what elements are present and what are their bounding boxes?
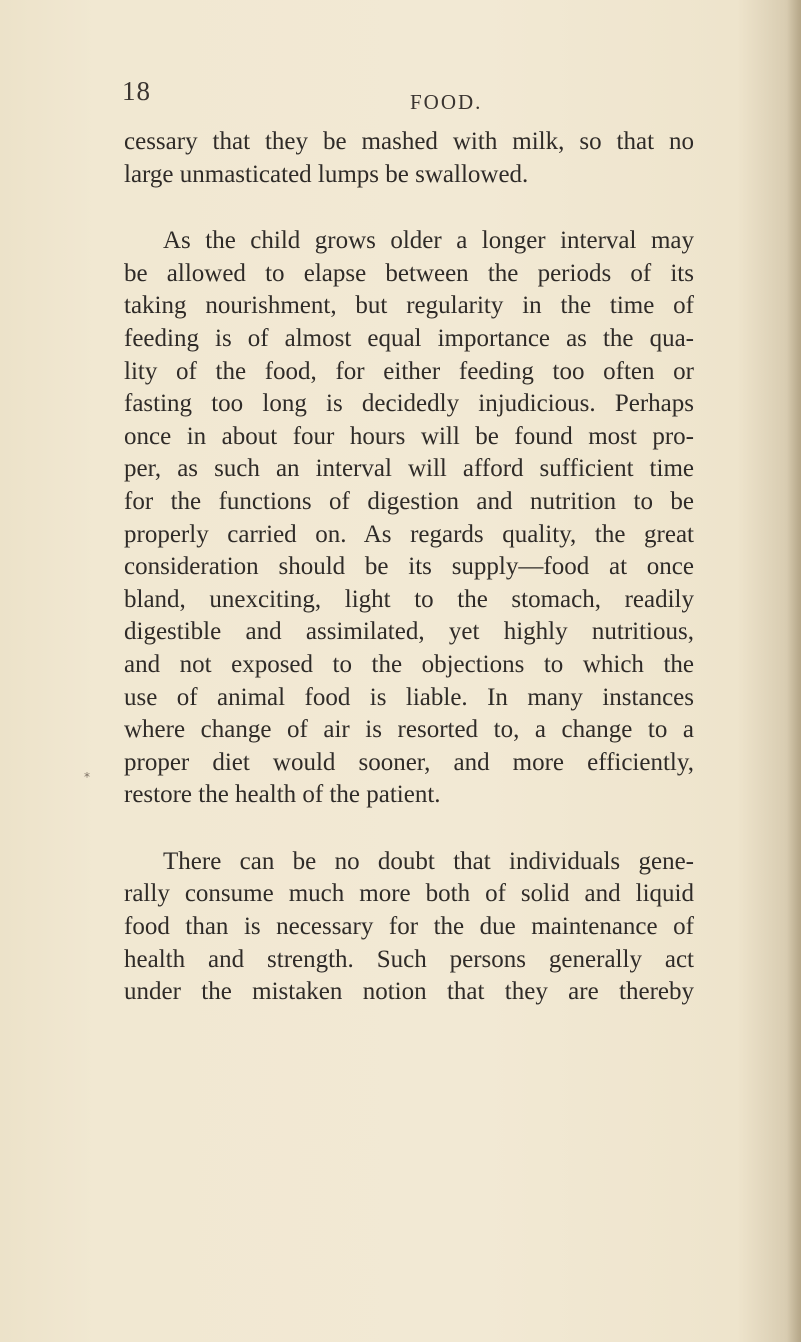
- margin-mark: *: [84, 770, 90, 784]
- page-edge-shadow: [787, 0, 801, 1342]
- text-line: restore the health of the patient.: [124, 781, 441, 809]
- text-line: taking nourishment, but regularity in the time of: [124, 292, 694, 320]
- text-line: bland, unexciting, light to the stomach, readily: [124, 585, 694, 613]
- page-number: 18: [122, 76, 151, 106]
- paragraph-2: [124, 225, 694, 812]
- text-line: under the mistaken notion that they are thereby: [124, 978, 694, 1006]
- paragraph-3: [124, 846, 694, 1009]
- text-line: for the functions of digestion and nutrition to be: [124, 487, 694, 515]
- text-line: There can be no doubt that individuals gene-: [163, 847, 694, 875]
- text-line: proper diet would sooner, and more efficiently,: [124, 748, 694, 776]
- text-line: consideration should be its supply—food at once: [124, 553, 694, 581]
- text-line: large unmasticated lumps be swallowed.: [124, 160, 529, 188]
- paragraph-1: [124, 126, 694, 191]
- text-line: digestible and assimilated, yet highly nutritious,: [124, 618, 694, 646]
- text-line: food than is necessary for the due maintenance of: [124, 913, 694, 941]
- text-line: cessary that they be mashed with milk, so that no: [124, 128, 694, 155]
- text-line: per, as such an interval will afford sufficient time: [124, 455, 694, 483]
- text-line: health and strength. Such persons generally act: [124, 945, 694, 973]
- body-text: [124, 126, 694, 1009]
- text-line: be allowed to elapse between the periods of its: [124, 259, 694, 287]
- text-line: lity of the food, for either feeding too often or: [124, 357, 694, 385]
- text-line: where change of air is resorted to, a change to a: [124, 716, 694, 744]
- text-line: feeding is of almost equal importance as the qua-: [124, 324, 694, 352]
- page-header: [0, 76, 801, 116]
- text-line: As the child grows older a longer interval may: [163, 227, 694, 255]
- text-line: rally consume much more both of solid and liquid: [124, 880, 694, 908]
- text-line: use of animal food is liable. In many instances: [124, 683, 694, 711]
- text-line: and not exposed to the objections to which the: [124, 650, 694, 678]
- text-line: properly carried on. As regards quality, the great: [124, 520, 694, 548]
- text-line: once in about four hours will be found most pro-: [124, 422, 694, 450]
- running-head: FOOD.: [410, 90, 483, 114]
- text-line: fasting too long is decidedly injudicious. Perhaps: [124, 390, 694, 418]
